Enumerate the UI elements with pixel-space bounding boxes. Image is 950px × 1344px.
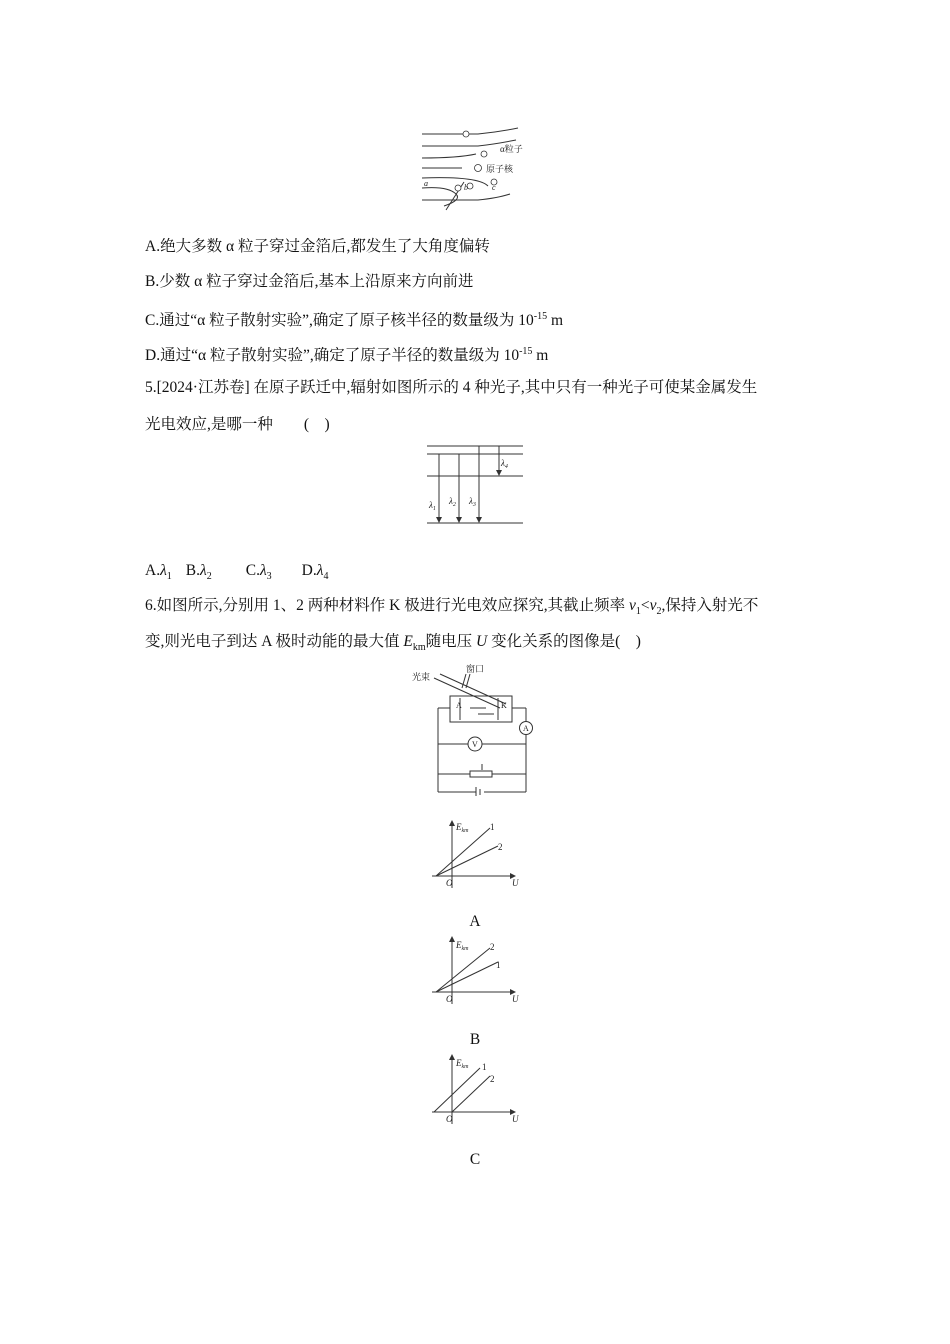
q4-option-c-unit: m bbox=[547, 312, 564, 330]
lambda4-label: λ bbox=[501, 458, 505, 468]
voltmeter-label: V bbox=[472, 740, 478, 749]
svg-text:Ekm bbox=[455, 822, 469, 834]
graph-b-origin: O bbox=[446, 994, 453, 1004]
q4-option-c-text: C.通过“α 粒子散射实验”,确定了原子核半径的数量级为 10 bbox=[145, 312, 534, 330]
q4-option-d-text: D.通过“α 粒子散射实验”,确定了原子半径的数量级为 10 bbox=[145, 347, 520, 365]
graph-a-caption: A bbox=[469, 913, 481, 930]
alpha-scattering-figure bbox=[418, 124, 538, 214]
q6-e-symbol: E bbox=[403, 633, 413, 650]
q5-option-d-sub: 4 bbox=[323, 571, 329, 583]
nucleus-label: 原子核 bbox=[486, 164, 514, 174]
graph-b-u: U bbox=[512, 994, 519, 1004]
svg-text:λ3 bbox=[468, 496, 476, 508]
graph-c-caption: C bbox=[469, 1151, 481, 1168]
q6-line2-end: 变化关系的图像是( ) bbox=[487, 633, 641, 650]
beam-label: 光束 bbox=[412, 672, 431, 682]
q5-option-d-symbol: λ bbox=[316, 562, 324, 579]
q4-option-c-exp: -15 bbox=[533, 311, 548, 322]
graph-b-e-sub: km bbox=[461, 946, 469, 952]
lambda4-sub: 4 bbox=[504, 464, 508, 470]
graph-b-e: E bbox=[456, 940, 462, 950]
graph-c-e-sub: km bbox=[461, 1064, 469, 1070]
anode-label: A bbox=[456, 701, 462, 710]
graph-a-e-sub: km bbox=[461, 828, 469, 834]
q6-line1-end: ,保持入射光不 bbox=[661, 597, 759, 614]
q4-option-a: A.绝大多数 α 粒子穿过金箔后,都发生了大角度偏转 bbox=[145, 238, 490, 255]
q5-option-d bbox=[301, 562, 329, 583]
graph-a-line1-label: 1 bbox=[490, 822, 495, 832]
q6-stem-line1 bbox=[145, 596, 758, 622]
graph-a bbox=[428, 818, 524, 892]
q5-option-b-sub: 2 bbox=[206, 571, 212, 583]
graph-c-line1-label: 1 bbox=[482, 1062, 487, 1072]
svg-text:Ekm bbox=[455, 1058, 469, 1070]
q5-options bbox=[145, 561, 328, 587]
graph-c bbox=[428, 1054, 524, 1128]
alpha-particle-label: α粒子 bbox=[500, 144, 523, 154]
q5-stem-line2: 光电效应,是哪一种 ( ) bbox=[145, 416, 330, 433]
cathode-label: K bbox=[501, 701, 507, 710]
q5-option-a-prefix: A. bbox=[145, 562, 161, 579]
graph-a-line2-label: 2 bbox=[498, 842, 503, 852]
graph-c-e: E bbox=[456, 1058, 462, 1068]
graph-a-u: U bbox=[512, 878, 519, 888]
q5-option-d-prefix: D. bbox=[301, 562, 317, 579]
q6-less-than: < bbox=[640, 597, 650, 614]
q6-line2-text: 变,则光电子到达 A 极时动能的最大值 bbox=[145, 633, 404, 650]
q5-option-c-symbol: λ bbox=[259, 562, 267, 579]
q6-u-symbol: U bbox=[475, 633, 488, 650]
graph-c-u: U bbox=[512, 1114, 519, 1124]
q4-option-d bbox=[145, 342, 548, 366]
q5-option-a-symbol: λ bbox=[160, 562, 167, 579]
photoelectric-circuit bbox=[412, 664, 538, 796]
q6-line1-text: 6.如图所示,分别用 1、2 两种材料作 K 极进行光电效应探究,其截止频率 bbox=[145, 597, 629, 614]
label-c: c bbox=[492, 183, 496, 192]
q5-option-b-symbol: λ bbox=[200, 562, 207, 579]
q5-option-b-prefix: B. bbox=[185, 562, 201, 579]
graph-c-line2-label: 2 bbox=[490, 1074, 495, 1084]
label-a: a bbox=[424, 179, 428, 188]
svg-text:Ekm bbox=[455, 940, 469, 952]
q4-option-c bbox=[145, 307, 563, 331]
svg-text:λ2 bbox=[448, 496, 456, 508]
graph-b-line1-label: 1 bbox=[496, 960, 501, 970]
q6-nu2-sub: 2 bbox=[656, 606, 662, 618]
q5-option-b bbox=[185, 562, 212, 583]
graph-b-line2-label: 2 bbox=[490, 942, 495, 952]
graph-b-caption: B bbox=[469, 1031, 481, 1048]
lambda1-label: λ bbox=[429, 500, 433, 510]
svg-text:λ4 bbox=[500, 458, 508, 470]
q4-option-d-unit: m bbox=[532, 347, 549, 365]
q5-option-a-sub: 1 bbox=[166, 571, 172, 583]
q5-option-c-prefix: C. bbox=[245, 562, 260, 579]
lambda2-sub: 2 bbox=[452, 502, 456, 508]
lambda3-label: λ bbox=[469, 496, 473, 506]
q5-option-c-sub: 3 bbox=[266, 571, 272, 583]
window-label: 窗口 bbox=[466, 664, 485, 674]
q5-option-c bbox=[245, 562, 272, 583]
q6-line2-mid: 随电压 bbox=[425, 633, 476, 650]
energy-level-diagram bbox=[425, 444, 525, 528]
graph-a-e: E bbox=[456, 822, 462, 832]
q4-option-d-exp: -15 bbox=[519, 346, 533, 357]
ammeter-label: A bbox=[523, 724, 529, 733]
q5-option-a bbox=[145, 562, 172, 583]
q4-option-b: B.少数 α 粒子穿过金箔后,基本上沿原来方向前进 bbox=[145, 273, 474, 290]
q6-e-sub: km bbox=[412, 642, 426, 654]
label-b: b bbox=[464, 183, 468, 192]
graph-b bbox=[428, 936, 524, 1008]
q6-nu1-sub: 1 bbox=[635, 606, 641, 618]
lambda3-sub: 3 bbox=[472, 502, 476, 508]
lambda1-sub: 1 bbox=[432, 506, 436, 512]
graph-a-origin: O bbox=[446, 878, 453, 888]
q5-stem-line1: 5.[2024·江苏卷] 在原子跃迁中,辐射如图所示的 4 种光子,其中只有一种光子可使某金属发生 bbox=[145, 379, 758, 396]
q6-stem-line2 bbox=[145, 632, 641, 658]
graph-c-origin: O bbox=[446, 1114, 453, 1124]
q6-nu1: ν bbox=[628, 597, 636, 614]
lambda2-label: λ bbox=[449, 496, 453, 506]
svg-text:λ1 bbox=[428, 500, 436, 512]
q6-nu2: ν bbox=[649, 597, 657, 614]
